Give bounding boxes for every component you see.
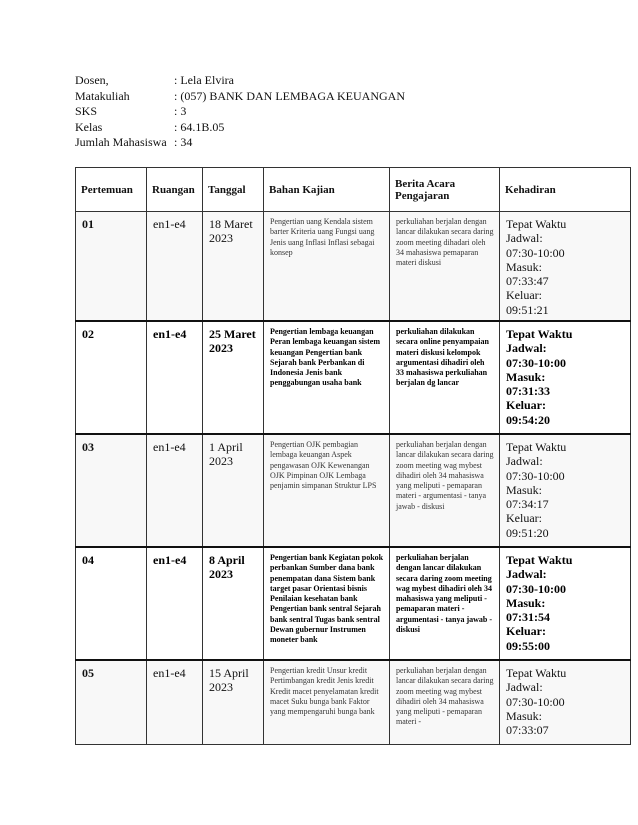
header-berita-acara: Berita Acara Pengajaran bbox=[390, 168, 500, 212]
cell-pertemuan: 05 bbox=[76, 660, 147, 745]
info-value: : 34 bbox=[174, 135, 193, 149]
info-row-dosen bbox=[75, 73, 405, 89]
kehadiran-value: 07:31:33 bbox=[506, 384, 550, 399]
kehadiran-value: 07:33:07 bbox=[506, 723, 549, 738]
cell-kehadiran bbox=[500, 321, 631, 434]
cell-kehadiran bbox=[500, 434, 631, 547]
info-row-kelas bbox=[75, 120, 405, 136]
cell-tanggal: 1 April 2023 bbox=[203, 434, 264, 547]
kehadiran-label: Masuk: bbox=[506, 482, 542, 497]
header-tanggal: Tanggal bbox=[203, 168, 264, 212]
kehadiran-status: Tepat Waktu bbox=[506, 327, 573, 341]
info-value: : Lela Elvira bbox=[174, 73, 234, 87]
kehadiran-label: Keluar: bbox=[506, 398, 546, 413]
kehadiran-value: 07:30-10:00 bbox=[506, 581, 566, 596]
info-row-jumlah bbox=[75, 135, 405, 151]
kehadiran-value: 07:30-10:00 bbox=[506, 355, 566, 370]
cell-bahan-kajian: Pengertian kredit Unsur kredit Pertimbangan kredit Jenis kredit Kredit macet penyelamatan kredit macet Suku bunga bank Faktor yang mempengaruhi bunga bank bbox=[264, 660, 390, 745]
header-kehadiran: Kehadiran bbox=[500, 168, 631, 212]
cell-pertemuan: 03 bbox=[76, 434, 147, 547]
kehadiran-label: Jadwal: bbox=[506, 567, 547, 582]
info-row-sks bbox=[75, 104, 405, 120]
cell-berita-acara: perkuliahan berjalan dengan lancar dilakukan secara daring zoom meeting dihadari oleh 34 mahasiswa pemaparan materi diskusi bbox=[390, 212, 500, 322]
kehadiran-value: 09:55:00 bbox=[506, 638, 550, 653]
kehadiran-label: Keluar: bbox=[506, 511, 542, 526]
cell-bahan-kajian: Pengertian uang Kendala sistem barter Kriteria uang Fungsi uang Jenis uang Inflasi Inflasi sebagai konsep bbox=[264, 212, 390, 322]
kehadiran-label: Masuk: bbox=[506, 595, 546, 610]
cell-tanggal: 18 Maret 2023 bbox=[203, 212, 264, 322]
kehadiran-label: Jadwal: bbox=[506, 231, 543, 246]
kehadiran-value: 07:33:47 bbox=[506, 274, 549, 289]
cell-pertemuan: 04 bbox=[76, 547, 147, 660]
table-row bbox=[76, 321, 631, 434]
kehadiran-status: Tepat Waktu bbox=[506, 666, 567, 680]
kehadiran-value: 09:51:21 bbox=[506, 302, 549, 317]
cell-ruangan: en1-e4 bbox=[147, 547, 203, 660]
cell-berita-acara: perkuliahan berjalan dengan lancar dilakukan secara daring zoom meeting wag mybest dihadiri oleh 34 mahasiswa yang meliputi - pemaparan materi - bbox=[390, 660, 500, 745]
kehadiran-status: Tepat Waktu bbox=[506, 440, 567, 454]
kehadiran-label: Masuk: bbox=[506, 259, 542, 274]
cell-berita-acara: perkuliahan berjalan dengan lancar dilakukan secara daring zoom meeting wag mybest dihadiri oleh 34 mahasiswa yang meliputi - pemaparan materi - argumentasi - tanya jawab - diskusi bbox=[390, 547, 500, 660]
kehadiran-value: 07:34:17 bbox=[506, 497, 549, 512]
cell-tanggal: 15 April 2023 bbox=[203, 660, 264, 745]
cell-bahan-kajian: Pengertian OJK pembagian lembaga keuangan Aspek pengawasan OJK Kewenangan OJK Pimpinan OJK Lembaga penjamin simpanan Struktur LPS bbox=[264, 434, 390, 547]
schedule-table bbox=[75, 167, 631, 745]
cell-bahan-kajian: Pengertian lembaga keuangan Peran lembaga keuangan sistem keuangan Pengertian bank Sejarah bank Perbankan di Indonesia Jenis bank penggabungan usaha bank bbox=[264, 321, 390, 434]
course-info bbox=[75, 73, 405, 151]
cell-ruangan: en1-e4 bbox=[147, 434, 203, 547]
cell-kehadiran bbox=[500, 660, 631, 745]
kehadiran-value: 09:51:20 bbox=[506, 525, 549, 540]
cell-ruangan: en1-e4 bbox=[147, 212, 203, 322]
info-label: SKS bbox=[75, 104, 98, 118]
info-value: : 3 bbox=[174, 104, 187, 118]
info-value: : 64.1B.05 bbox=[174, 119, 225, 134]
info-label: Kelas bbox=[75, 119, 103, 134]
info-label: Jumlah Mahasiswa bbox=[75, 135, 167, 149]
kehadiran-status: Tepat Waktu bbox=[506, 217, 567, 231]
header-pertemuan: Pertemuan bbox=[76, 168, 147, 212]
cell-kehadiran bbox=[500, 212, 631, 322]
table-row bbox=[76, 660, 631, 745]
kehadiran-value: 07:31:54 bbox=[506, 610, 550, 625]
kehadiran-status: Tepat Waktu bbox=[506, 553, 573, 567]
info-row-matakuliah bbox=[75, 89, 405, 105]
cell-berita-acara: perkuliahan dilakukan secara online penyampaian materi diskusi kelompok argumentasi dihadiri oleh 33 mahasiswa perkuliahan berjalan dg lancar bbox=[390, 321, 500, 434]
info-value: : (057) BANK DAN LEMBAGA KEUANGAN bbox=[174, 88, 405, 103]
table-row bbox=[76, 434, 631, 547]
header-bahan-kajian: Bahan Kajian bbox=[264, 168, 390, 212]
cell-pertemuan: 02 bbox=[76, 321, 147, 434]
table-row bbox=[76, 212, 631, 322]
cell-kehadiran bbox=[500, 547, 631, 660]
kehadiran-value: 07:30-10:00 bbox=[506, 468, 565, 483]
cell-bahan-kajian: Pengertian bank Kegiatan pokok perbankan Sumber dana bank penempatan dana Sistem bank target pasar Orientasi bisnis Penilaian kesehatan bank Pengertian bank sentral Sejarah bank sentral Tugas bank sentral Dewan gubernur Instrumen moneter bank bbox=[264, 547, 390, 660]
table-header-row bbox=[76, 168, 631, 212]
kehadiran-value: 07:30-10:00 bbox=[506, 694, 565, 709]
info-label: Matakuliah bbox=[75, 88, 130, 103]
header-ruangan: Ruangan bbox=[147, 168, 203, 212]
kehadiran-label: Jadwal: bbox=[506, 454, 543, 469]
kehadiran-label: Keluar: bbox=[506, 624, 546, 639]
kehadiran-label: Jadwal: bbox=[506, 341, 547, 356]
kehadiran-label: Jadwal: bbox=[506, 680, 543, 695]
cell-berita-acara: perkuliahan berjalan dengan lancar dilakukan secara daring zoom meeting wag mybest dihadiri oleh 34 mahasiswa yang meliputi - pemaparan materi - argumentasi - tanya jawab - diskusi bbox=[390, 434, 500, 547]
cell-tanggal: 25 Maret 2023 bbox=[203, 321, 264, 434]
cell-ruangan: en1-e4 bbox=[147, 660, 203, 745]
info-label: Dosen, bbox=[75, 73, 109, 87]
cell-ruangan: en1-e4 bbox=[147, 321, 203, 434]
kehadiran-value: 07:30-10:00 bbox=[506, 245, 565, 260]
cell-pertemuan: 01 bbox=[76, 212, 147, 322]
kehadiran-value: 09:54:20 bbox=[506, 412, 550, 427]
kehadiran-label: Keluar: bbox=[506, 288, 542, 303]
kehadiran-label: Masuk: bbox=[506, 369, 546, 384]
kehadiran-label: Masuk: bbox=[506, 708, 542, 723]
table-row bbox=[76, 547, 631, 660]
cell-tanggal: 8 April 2023 bbox=[203, 547, 264, 660]
